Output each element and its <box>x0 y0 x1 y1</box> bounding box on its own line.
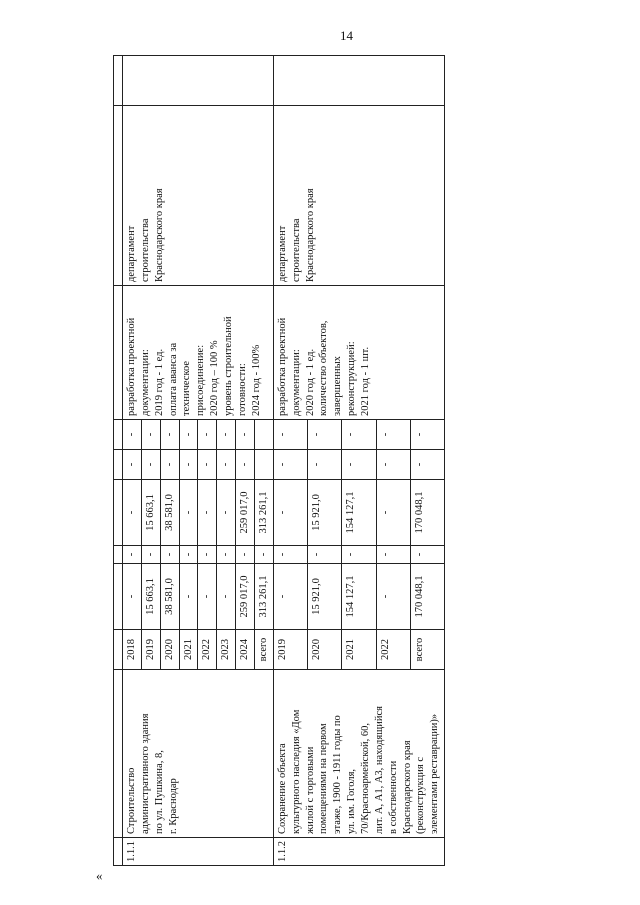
amount-total: - <box>376 564 410 630</box>
amount-local: - <box>141 450 160 480</box>
amount-total: - <box>273 564 307 630</box>
amount-other: - <box>273 420 307 450</box>
amount-local: - <box>236 450 255 480</box>
amount-local: - <box>376 450 410 480</box>
amount-other: - <box>198 420 217 450</box>
amount-other: - <box>342 420 376 450</box>
year-cell: всего <box>410 630 444 670</box>
amount-local: - <box>160 450 179 480</box>
expected-result: разработка проектной документации: 2020 год - 1 ед. количество объектов, завершенных реконструкцией: 2021 год - 1 шт. <box>273 286 444 420</box>
amount-other: - <box>217 420 236 450</box>
program-activities-table <box>113 55 445 866</box>
amount-other: - <box>236 420 255 450</box>
empty-column <box>123 56 274 106</box>
year-cell: 2023 <box>217 630 236 670</box>
year-cell: 2022 <box>198 630 217 670</box>
amount-regional: 15 663,1 <box>141 480 160 546</box>
amount-federal: - <box>160 546 179 564</box>
year-cell: 2021 <box>179 630 198 670</box>
amount-federal: - <box>376 546 410 564</box>
amount-total: - <box>123 564 142 630</box>
amount-local: - <box>342 450 376 480</box>
amount-regional: - <box>273 480 307 546</box>
amount-regional: 15 921,0 <box>308 480 342 546</box>
amount-regional: 313 261,1 <box>255 480 274 546</box>
row-number: 1.1.1 <box>123 838 274 866</box>
amount-local: - <box>217 450 236 480</box>
responsible-customer: департамент строительства Краснодарского края <box>123 106 274 286</box>
amount-total: 15 663,1 <box>141 564 160 630</box>
amount-local: - <box>410 450 444 480</box>
opening-quote-mark: « <box>96 868 103 883</box>
amount-local: - <box>179 450 198 480</box>
amount-regional: 259 017,0 <box>236 480 255 546</box>
expected-result: разработка проектной документации: 2019 год - 1 ед. оплата аванса за техническое присоединение: 2020 год – 100 % уровень строительной готовности: 2024 год - 100% <box>123 286 274 420</box>
amount-total: 170 048,1 <box>410 564 444 630</box>
amount-federal: - <box>273 546 307 564</box>
rotated-table-container <box>113 56 493 866</box>
amount-regional: 170 048,1 <box>410 480 444 546</box>
amount-total: 154 127,1 <box>342 564 376 630</box>
amount-regional: - <box>198 480 217 546</box>
amount-regional: - <box>217 480 236 546</box>
table-row <box>273 56 307 866</box>
activity-name: Строительство административного здания по ул. Пушкина, 8, г. Краснодар <box>123 670 274 838</box>
amount-local: - <box>273 450 307 480</box>
amount-federal: - <box>236 546 255 564</box>
responsible-customer: департамент строительства Краснодарского края <box>273 106 444 286</box>
year-cell: 2024 <box>236 630 255 670</box>
row-number: 1.1.2 <box>273 838 444 866</box>
amount-federal: - <box>179 546 198 564</box>
amount-total: - <box>179 564 198 630</box>
amount-local: - <box>123 450 142 480</box>
year-cell: всего <box>255 630 274 670</box>
amount-federal: - <box>198 546 217 564</box>
amount-other: - <box>376 420 410 450</box>
year-cell: 2019 <box>273 630 307 670</box>
year-cell: 2022 <box>376 630 410 670</box>
amount-federal: - <box>217 546 236 564</box>
amount-total: - <box>198 564 217 630</box>
amount-federal: - <box>308 546 342 564</box>
amount-regional: - <box>123 480 142 546</box>
amount-regional: 38 581,0 <box>160 480 179 546</box>
amount-total: 259 017,0 <box>236 564 255 630</box>
amount-other: - <box>308 420 342 450</box>
amount-regional: 154 127,1 <box>342 480 376 546</box>
amount-regional: - <box>376 480 410 546</box>
amount-regional: - <box>179 480 198 546</box>
amount-federal: - <box>410 546 444 564</box>
amount-other: - <box>141 420 160 450</box>
table-row <box>123 56 142 866</box>
page-number: 14 <box>340 28 353 43</box>
amount-federal: - <box>123 546 142 564</box>
amount-other <box>255 420 274 450</box>
amount-total: 15 921,0 <box>308 564 342 630</box>
amount-total: - <box>217 564 236 630</box>
year-cell: 2018 <box>123 630 142 670</box>
year-cell: 2019 <box>141 630 160 670</box>
amount-federal: - <box>141 546 160 564</box>
amount-other: - <box>410 420 444 450</box>
amount-total: 38 581,0 <box>160 564 179 630</box>
empty-column <box>273 56 444 106</box>
amount-local: - <box>308 450 342 480</box>
amount-local: - <box>198 450 217 480</box>
amount-total: 313 261,1 <box>255 564 274 630</box>
amount-federal: - <box>342 546 376 564</box>
activity-name: Сохранение объекта культурного наследия «Дом жилой с торговыми помещениями на первом этаже, 1900 - 1911 годы по ул. им. Гоголя, 70/Красноармейской, 60, лит. А, А1, А3, находящийся в собственности Краснодарского края (реконструкция с элементами реставрации)» <box>273 670 444 838</box>
year-cell: 2020 <box>308 630 342 670</box>
year-cell: 2020 <box>160 630 179 670</box>
amount-other: - <box>179 420 198 450</box>
amount-federal: - <box>255 546 274 564</box>
amount-other: - <box>123 420 142 450</box>
amount-other: - <box>160 420 179 450</box>
table-top-strip <box>114 56 123 866</box>
year-cell: 2021 <box>342 630 376 670</box>
amount-local <box>255 450 274 480</box>
